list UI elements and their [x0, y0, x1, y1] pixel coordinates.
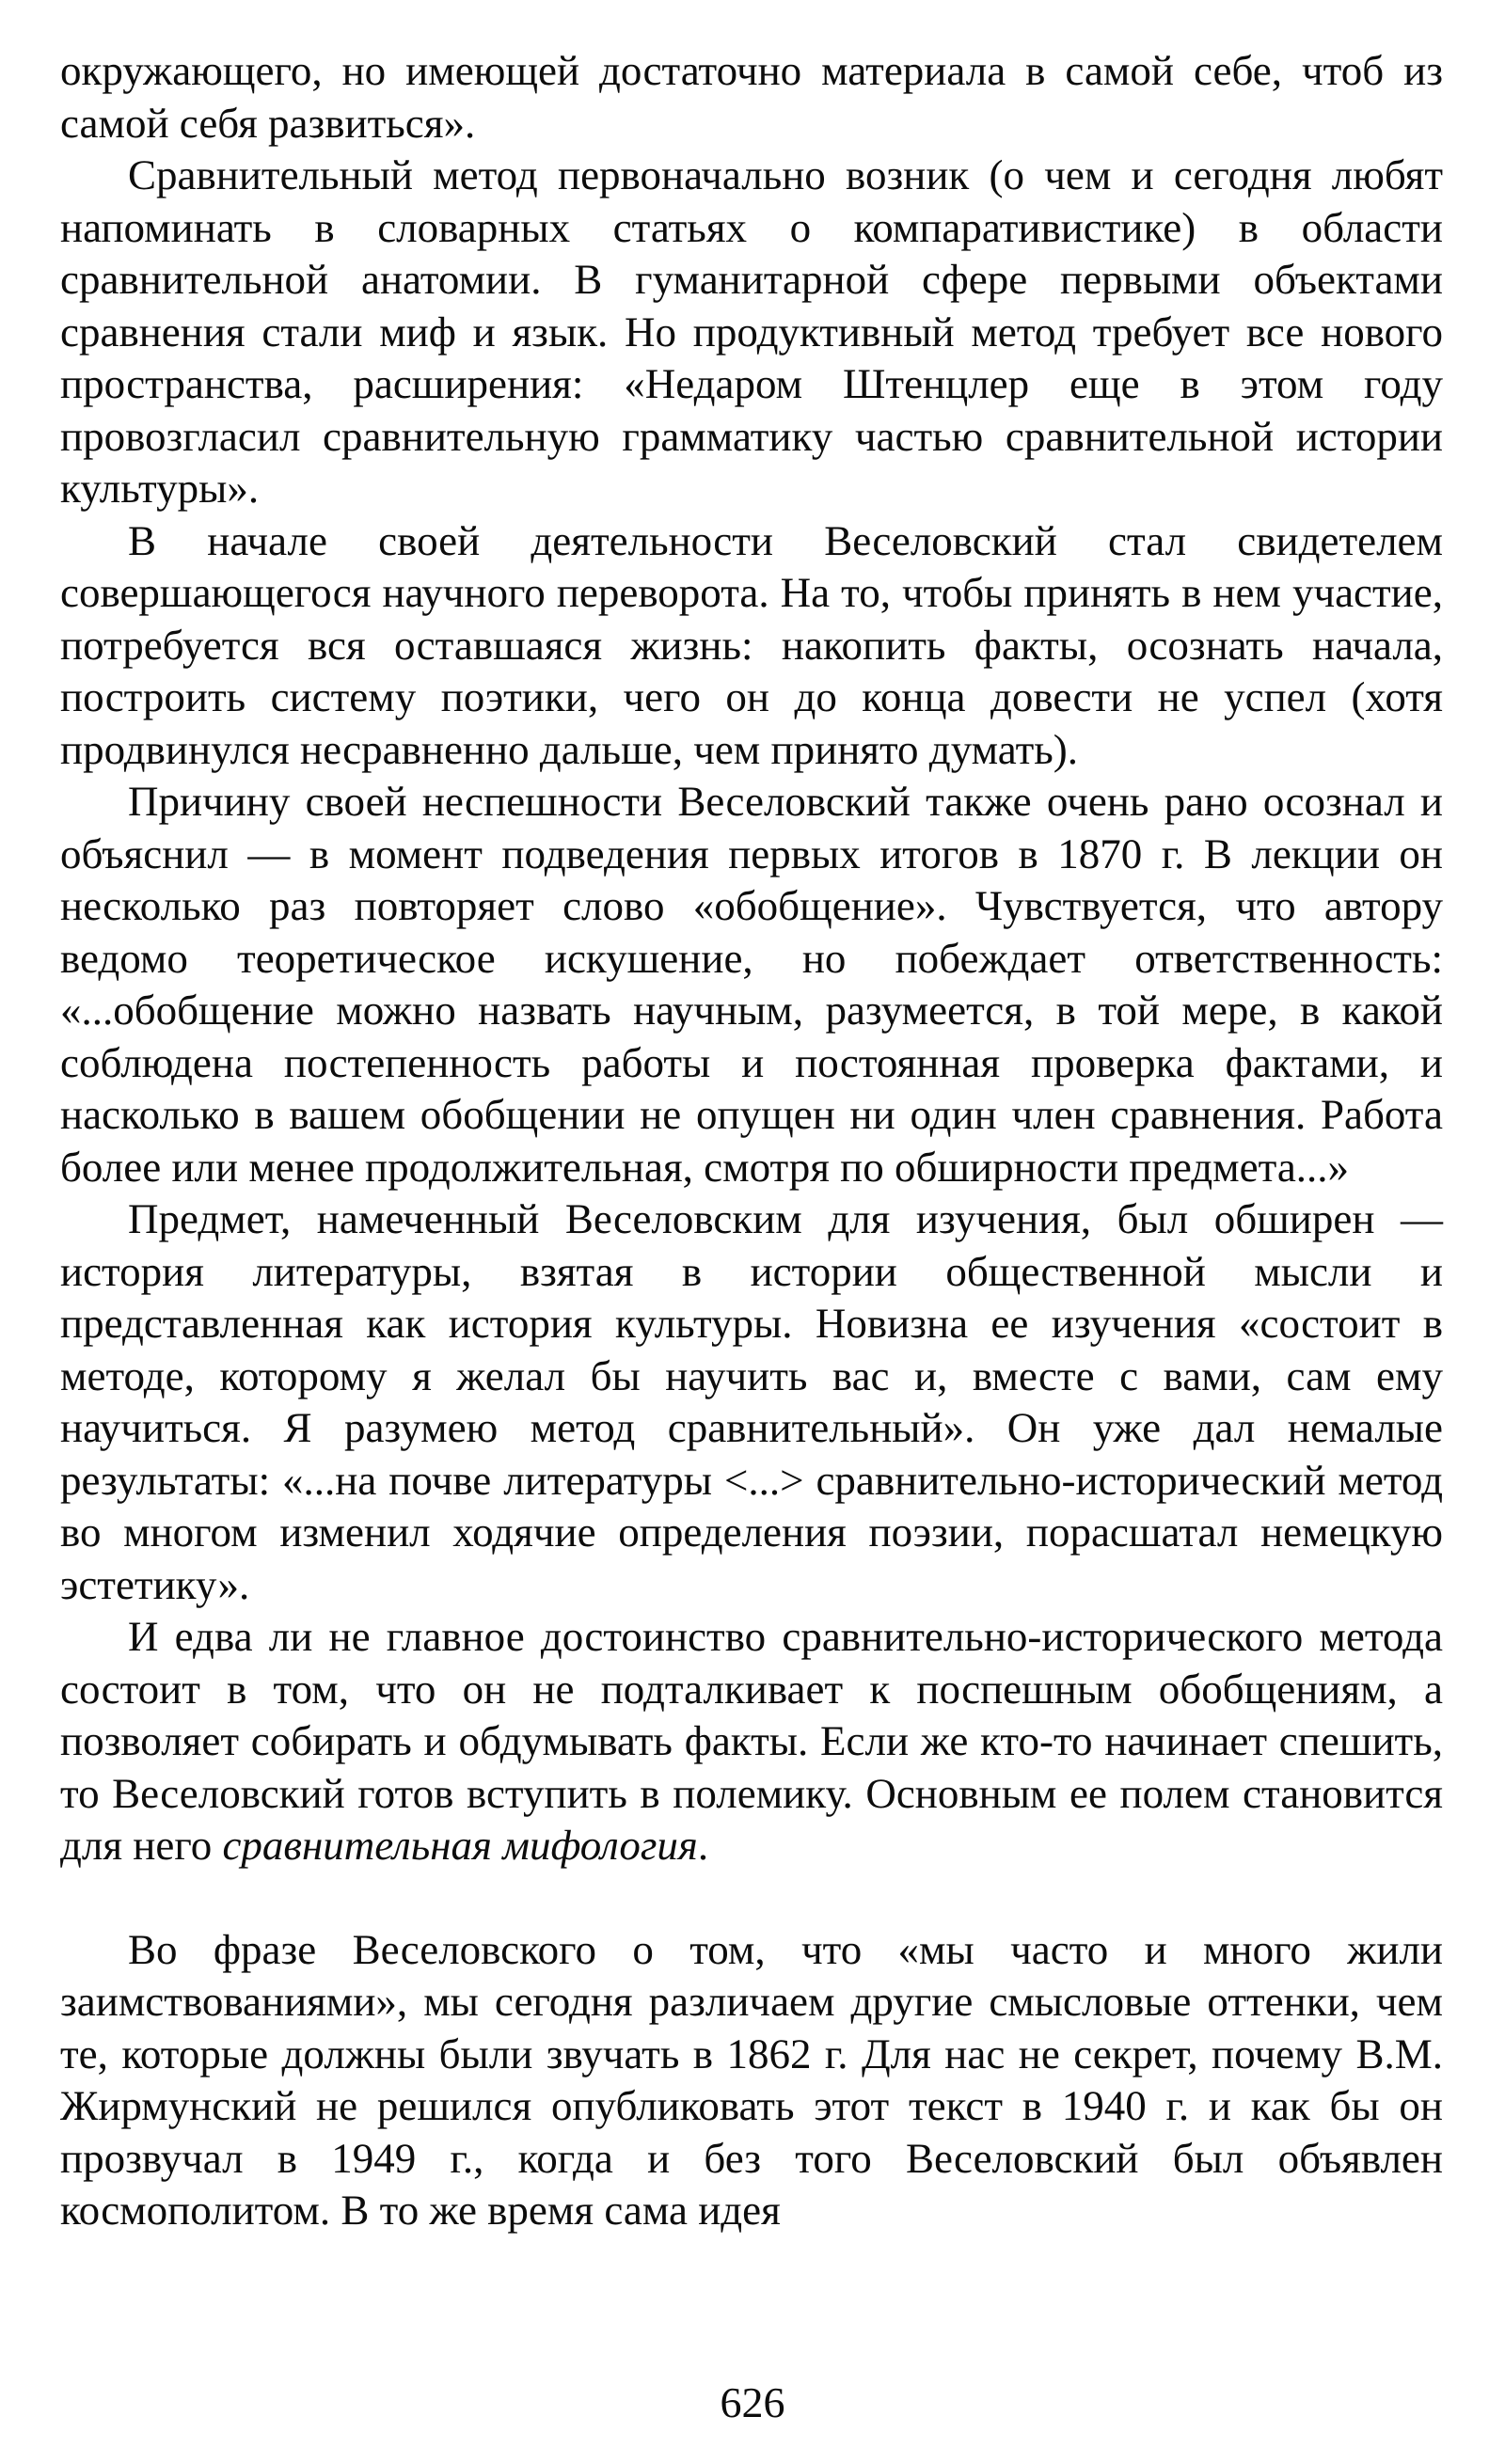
- paragraph-6-tail: .: [697, 1822, 709, 1869]
- paragraph-6-text: И едва ли не главное достоинство сравнительно-исторического метода состоит в том, что он не подталкивает к поспешным обобщениям, а позволяет собирать и обдумывать факты. Если же кто-то начинает спешить, то Веселовский готов вступить в полемику. Основным ее полем становится для него: [60, 1613, 1443, 1869]
- page-number: 626: [720, 2378, 785, 2426]
- paragraph-6: [60, 1611, 1443, 1872]
- paragraph-6-emphasis: сравнительная мифология: [222, 1822, 698, 1869]
- paragraph-2: Сравнительный метод первоначально возник (о чем и сегодня любят напоминать в словарных статьях о компаративистике) в области сравнительной анатомии. В гуманитарной сфере первыми объектами сравнения стали миф и язык. Но продуктивный метод требует все нового пространства, расширения: «Недаром Штенцлер еще в этом году провозгласил сравнительную грамматику частью сравнительной истории культуры».: [60, 151, 1443, 512]
- paragraph-4: Причину своей неспешности Веселовский также очень рано осознал и объяснил — в момент подведения первых итогов в 1870 г. В лекции он несколько раз повторяет слово «обобщение». Чувствуется, что автору ведомо теоретическое искушение, но побеждает ответственность: «...обобщение можно назвать научным, разумеется, в той мере, в какой соблюдена постепенность работы и постоянная проверка фактами, и насколько в вашем обобщении не опущен ни один член сравнения. Работа более или менее продолжительная, смотря по обширности предмета...»: [60, 778, 1443, 1191]
- paragraph-7: Во фразе Веселовского о том, что «мы часто и много жили заимствованиями», мы сегодня различаем другие смысловые оттенки, чем те, которые должны были звучать в 1862 г. Для нас не секрет, почему В.М. Жирмунский не решился опубликовать этот текст в 1940 г. и как бы он прозвучал в 1949 г., когда и без того Веселовский был объявлен космополитом. В то же время сама идея: [60, 1925, 1443, 2234]
- paragraph-3: В начале своей деятельности Веселовский стал свидетелем совершающегося научного переворота. На то, чтобы принять в нем участие, потребуется вся оставшаяся жизнь: накопить факты, осознать начала, построить систему поэтики, чего он до конца довести не успел (хотя продвинулся несравненно дальше, чем принято думать).: [60, 516, 1443, 773]
- paragraph-1: окружающего, но имеющей достаточно материала в самой себе, чтоб из самой себя развиться».: [60, 47, 1443, 147]
- paragraph-5: Предмет, намеченный Веселовским для изучения, был обширен — история литературы, взятая в истории общественной мысли и представленная как история культуры. Новизна ее изучения «состоит в методе, которому я желал бы научить вас и, вместе с вами, сам ему научиться. Я разумею метод сравнительный». Он уже дал немалые результаты: «...на почве литературы <...> сравнительно-исторический метод во многом изменил ходячие определения поэзии, порасшатал немецкую эстетику».: [60, 1195, 1443, 1608]
- document-page: [60, 45, 1443, 2237]
